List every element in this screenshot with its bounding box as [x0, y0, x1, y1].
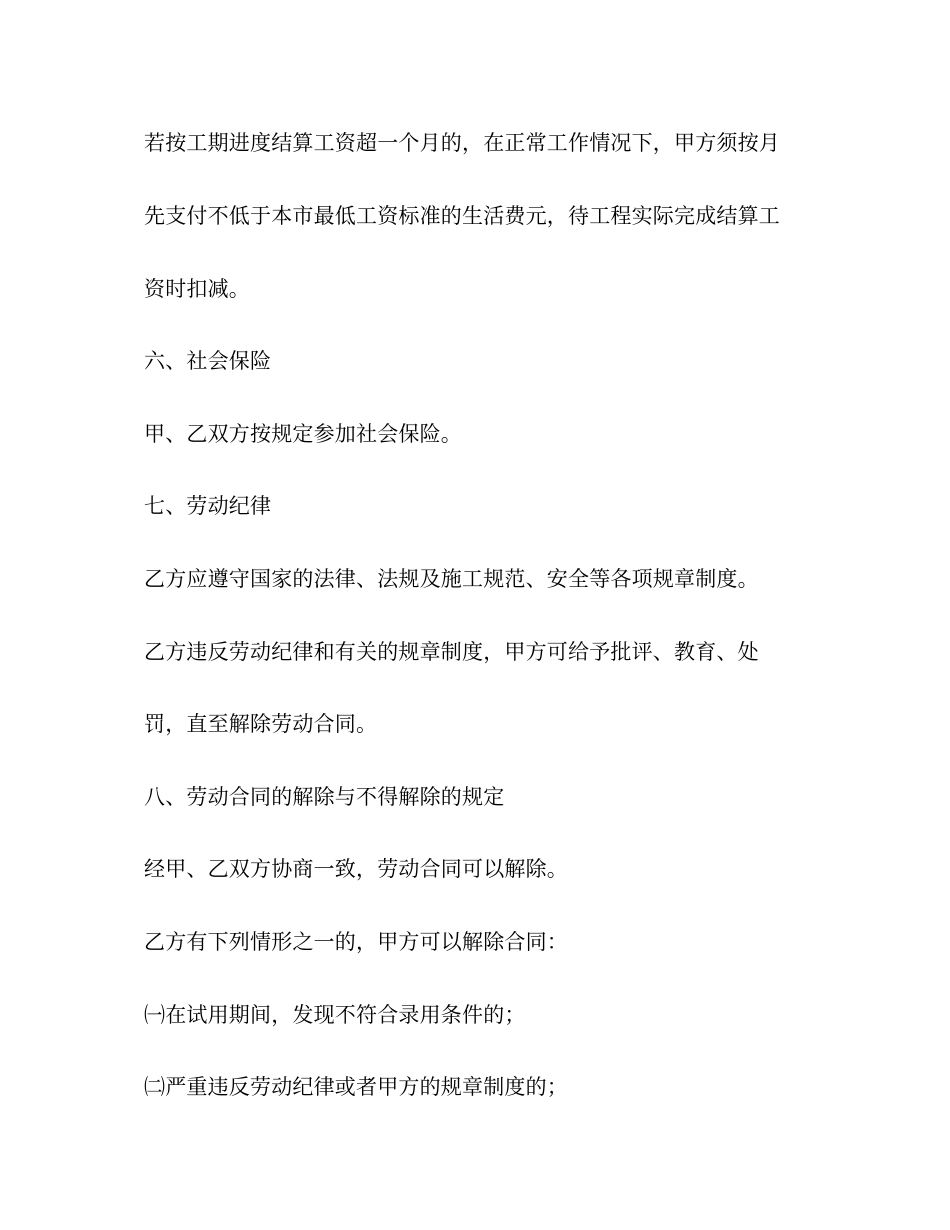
paragraph-mutual-termination: 经甲、乙双方协商一致，劳动合同可以解除。: [144, 857, 568, 881]
paragraph-discipline-violation-line-1: 乙方违反劳动纪律和有关的规章制度，甲方可给予批评、教育、处: [144, 640, 759, 664]
paragraph-discipline-violation-line-2: 罚，直至解除劳动合同。: [144, 712, 378, 736]
section-heading-social-insurance: 六、社会保险: [144, 349, 272, 373]
paragraph-wage-advance-line-3: 资时扣减。: [144, 277, 250, 301]
paragraph-termination-conditions: 乙方有下列情形之一的，甲方可以解除合同：: [144, 930, 568, 954]
section-heading-contract-termination: 八、劳动合同的解除与不得解除的规定: [144, 785, 505, 809]
section-heading-labor-discipline: 七、劳动纪律: [144, 494, 272, 518]
list-item-serious-violation: ㈡严重违反劳动纪律或者甲方的规章制度的；: [144, 1075, 568, 1099]
paragraph-wage-advance-line-1: 若按工期进度结算工资超一个月的，在正常工作情况下，甲方须按月: [144, 131, 780, 155]
list-item-probation: ㈠在试用期间，发现不符合录用条件的；: [144, 1003, 526, 1027]
paragraph-discipline-compliance: 乙方应遵守国家的法律、法规及施工规范、安全等各项规章制度。: [144, 567, 759, 591]
paragraph-wage-advance-line-2: 先支付不低于本市最低工资标准的生活费元，待工程实际完成结算工: [144, 204, 780, 228]
paragraph-social-insurance: 甲、乙双方按规定参加社会保险。: [144, 422, 462, 446]
